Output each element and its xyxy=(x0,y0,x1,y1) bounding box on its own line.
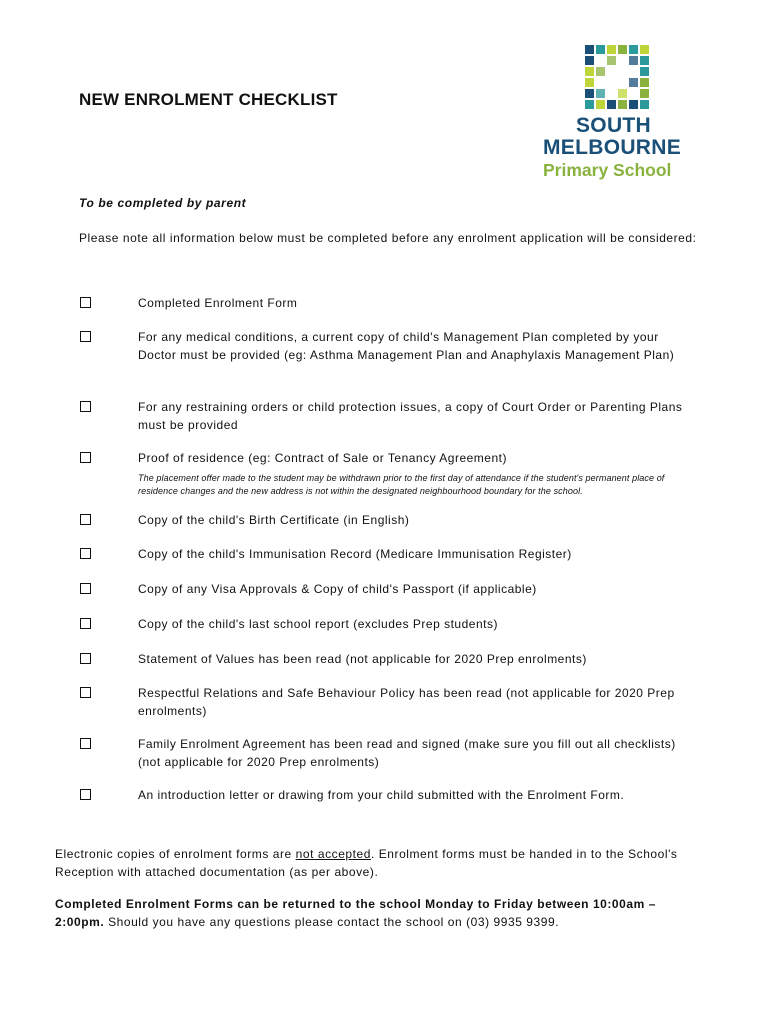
logo-tile xyxy=(640,78,649,87)
logo-tile xyxy=(585,89,594,98)
checklist-item-label: Family Enrolment Agreement has been read and signed (make sure you fill out all checklists) (not applicable for 2020 Prep enrolments) xyxy=(138,737,676,769)
logo-text-south: SOUTH xyxy=(576,114,651,137)
logo-tile xyxy=(585,56,594,65)
checkbox[interactable] xyxy=(80,583,91,594)
checkbox[interactable] xyxy=(80,687,91,698)
checklist-item-label: For any medical conditions, a current copy of child's Management Plan completed by your Doctor must be provided (eg: Asthma Management Plan and Anaphylaxis Management Plan) xyxy=(138,330,675,362)
checkbox[interactable] xyxy=(80,548,91,559)
logo-mosaic-icon xyxy=(584,44,650,110)
intro-text: Please note all information below must be completed before any enrolment application will be considered: xyxy=(79,231,697,245)
residence-note: The placement offer made to the student may be withdrawn prior to the first day of attendance if the student's permanent place of residence changes and the new address is not within the designated neighbourhood boundary for the school. xyxy=(138,473,665,496)
school-logo xyxy=(540,44,700,184)
logo-tile xyxy=(585,67,594,76)
logo-tile xyxy=(629,78,638,87)
electronic-copies-note xyxy=(55,845,705,881)
checklist-item-label: Copy of any Visa Approvals & Copy of child's Passport (if applicable) xyxy=(138,582,537,596)
not-accepted-text: not accepted xyxy=(295,847,371,861)
logo-text-melbourne: MELBOURNE xyxy=(543,136,682,159)
checklist-item-label: Proof of residence (eg: Contract of Sale or Tenancy Agreement) xyxy=(138,451,507,465)
checkbox[interactable] xyxy=(80,401,91,412)
logo-tile xyxy=(585,45,594,54)
subtitle: To be completed by parent xyxy=(79,196,247,210)
checkbox[interactable] xyxy=(80,738,91,749)
checklist-item-label: Statement of Values has been read (not applicable for 2020 Prep enrolments) xyxy=(138,652,587,666)
logo-tile xyxy=(629,56,638,65)
logo-tile xyxy=(640,56,649,65)
logo-tile xyxy=(629,100,638,109)
logo-tile xyxy=(607,56,616,65)
logo-tile xyxy=(596,100,605,109)
logo-tile xyxy=(629,45,638,54)
logo-tile xyxy=(585,78,594,87)
logo-tile xyxy=(618,45,627,54)
return-forms-note xyxy=(55,895,705,931)
logo-tile xyxy=(640,100,649,109)
logo-text-primary-school: Primary School xyxy=(543,160,672,180)
logo-tile xyxy=(607,100,616,109)
logo-tile xyxy=(596,45,605,54)
checklist-item-label: An introduction letter or drawing from your child submitted with the Enrolment Form. xyxy=(138,788,625,802)
footer-text: Electronic copies of enrolment forms are xyxy=(55,847,296,861)
logo-tile xyxy=(640,45,649,54)
logo-tile xyxy=(596,67,605,76)
checklist-item-label: Respectful Relations and Safe Behaviour Policy has been read (not applicable for 2020 Prep enrolments) xyxy=(138,686,675,718)
checklist-item-label: Completed Enrolment Form xyxy=(138,296,298,310)
checklist-item-label: For any restraining orders or child protection issues, a copy of Court Order or Parenting Plans must be provided xyxy=(138,400,683,432)
logo-tile xyxy=(640,67,649,76)
logo-tile xyxy=(607,45,616,54)
checklist-item-label: Copy of the child's last school report (excludes Prep students) xyxy=(138,617,498,631)
checkbox[interactable] xyxy=(80,514,91,525)
checkbox[interactable] xyxy=(80,452,91,463)
checklist-item-label: Copy of the child's Immunisation Record (Medicare Immunisation Register) xyxy=(138,547,572,561)
checkbox[interactable] xyxy=(80,653,91,664)
logo-tile xyxy=(585,100,594,109)
checkbox[interactable] xyxy=(80,789,91,800)
checklist-item-label: Copy of the child's Birth Certificate (in English) xyxy=(138,513,410,527)
checkbox[interactable] xyxy=(80,331,91,342)
logo-tile xyxy=(618,89,627,98)
document-title: NEW ENROLMENT CHECKLIST xyxy=(79,90,338,109)
return-hours-text: Completed Enrolment Forms can be returned to the school Monday to Friday between 10:00am – 2:00pm. xyxy=(55,897,656,929)
logo-tile xyxy=(618,100,627,109)
contact-text: Should you have any questions please contact the school on (03) 9935 9399. xyxy=(104,915,560,929)
footer-text: . Enrolment forms must be handed in to the School's Reception with attached documentation (as per above). xyxy=(55,847,678,879)
logo-tile xyxy=(596,89,605,98)
checkbox[interactable] xyxy=(80,297,91,308)
checkbox[interactable] xyxy=(80,618,91,629)
logo-tile xyxy=(640,89,649,98)
